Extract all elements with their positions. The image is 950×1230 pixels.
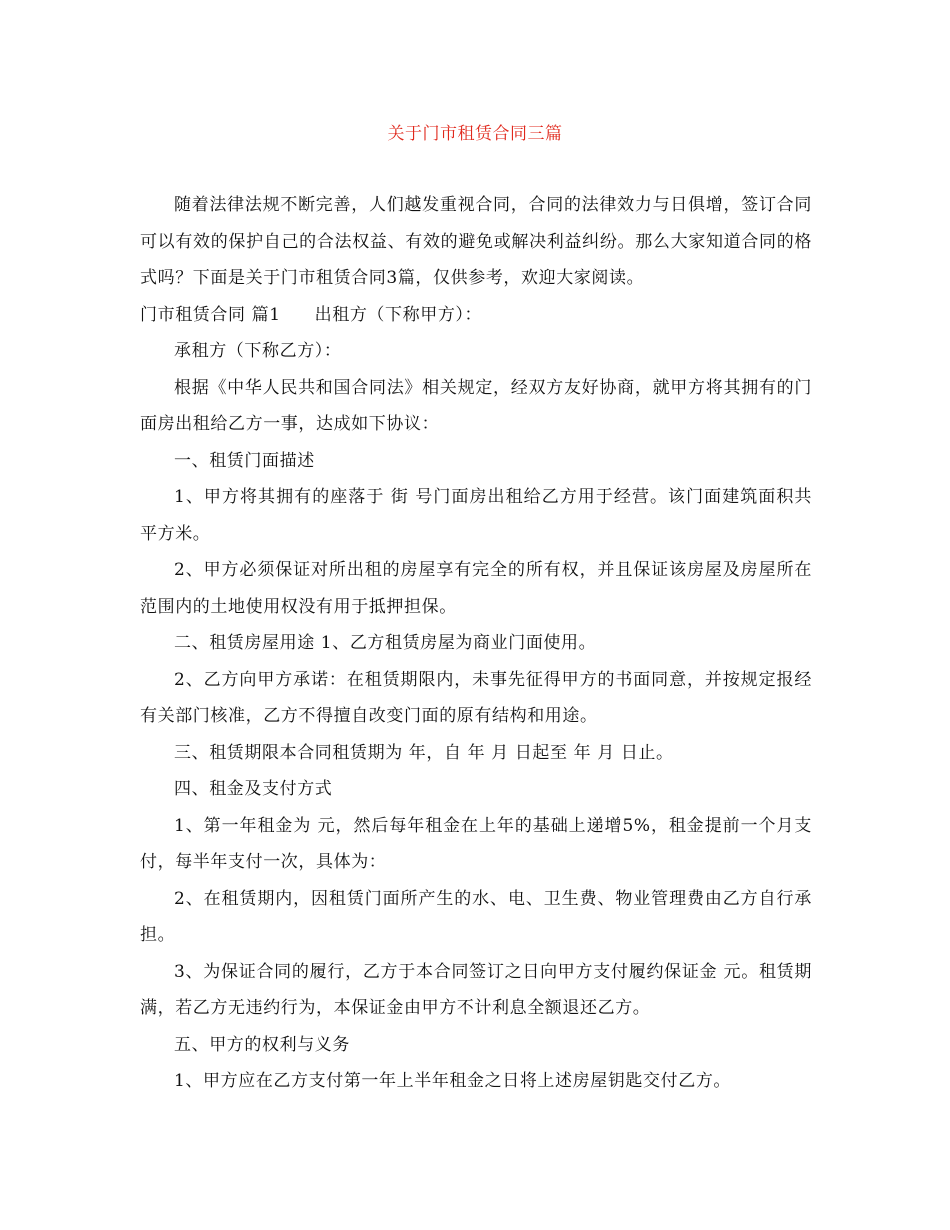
paragraph: 1、甲方将其拥有的座落于 街 号门面房出租给乙方用于经营。该门面建筑面积共 平方米。 bbox=[140, 487, 812, 544]
document-title: 关于门市租赁合同三篇 bbox=[387, 124, 563, 144]
lessee-label: 承租方（下称乙方）： bbox=[174, 341, 342, 361]
paragraph: 一、租赁门面描述 bbox=[174, 450, 315, 471]
paragraph: 根据《中华人民共和国合同法》相关规定，经双方友好协商，就甲方将其拥有的门面房出租给乙方一事，达成如下协议： bbox=[140, 377, 812, 434]
paragraph: 二、租赁房屋用途 1、乙方租赁房屋为商业门面使用。 bbox=[174, 633, 597, 653]
paragraph: 1、第一年租金为 元，然后每年租金在上年的基础上递增5%，租金提前一个月支付，每半年支付一次，具体为： bbox=[140, 815, 812, 872]
paragraph: 2、甲方必须保证对所出租的房屋享有完全的所有权，并且保证该房屋及房屋所在范围内的土地使用权没有用于抵押担保。 bbox=[140, 560, 812, 617]
paragraph: 五、甲方的权利与义务 bbox=[174, 1034, 350, 1055]
lessor-label: 出租方（下称甲方）： bbox=[314, 304, 483, 325]
section-heading: 门市租赁合同 篇1 bbox=[140, 304, 281, 325]
paragraph: 3、为保证合同的履行，乙方于本合同签订之日向甲方支付履约保证金 元。租赁期满，若乙方无违约行为，本保证金由甲方不计利息全额退还乙方。 bbox=[140, 961, 812, 1018]
section-heading-line bbox=[140, 297, 812, 334]
paragraph: 2、乙方向甲方承诺：在租赁期限内，未事先征得甲方的书面同意，并按规定报经有关部门核准，乙方不得擅自改变门面的原有结构和用途。 bbox=[140, 669, 812, 726]
paragraph: 2、在租赁期内，因租赁门面所产生的水、电、卫生费、物业管理费由乙方自行承担。 bbox=[140, 888, 812, 945]
paragraph: 1、甲方应在乙方支付第一年上半年租金之日将上述房屋钥匙交付乙方。 bbox=[174, 1071, 732, 1091]
paragraph: 三、租赁期限本合同租赁期为 年，自 年 月 日起至 年 月 日止。 bbox=[174, 742, 674, 763]
document-body bbox=[140, 187, 812, 1100]
intro-paragraph: 随着法律法规不断完善，人们越发重视合同，合同的法律效力与日俱增，签订合同可以有效的保护自己的合法权益、有效的避免或解决利益纠纷。那么大家知道合同的格式吗？下面是关于门市租赁合同3篇，仅供参考，欢迎大家阅读。 bbox=[140, 195, 812, 288]
paragraph: 四、租金及支付方式 bbox=[174, 779, 333, 799]
